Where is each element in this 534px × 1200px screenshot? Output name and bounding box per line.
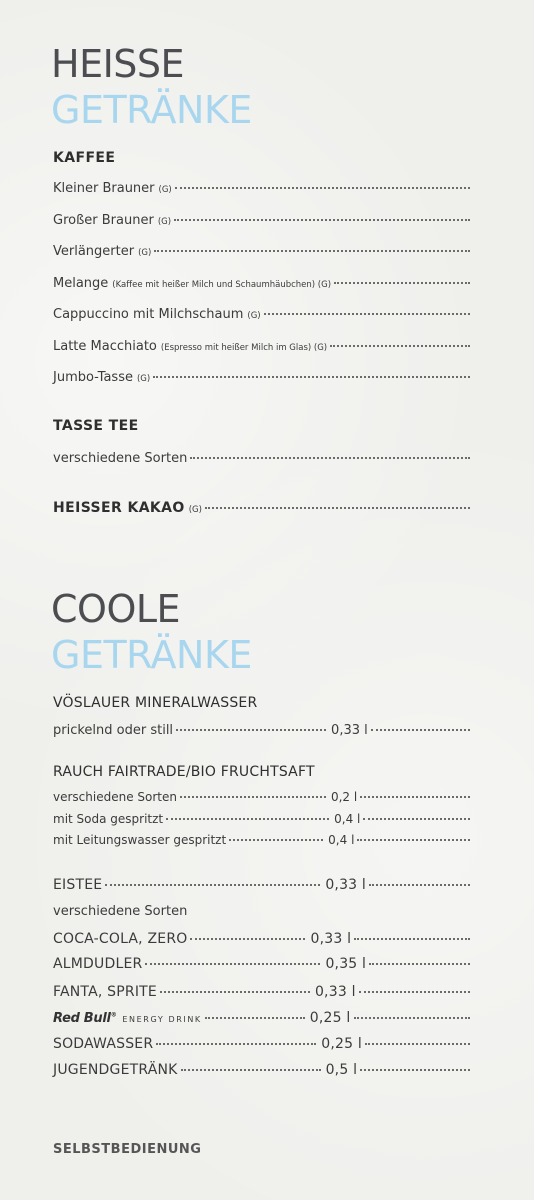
redbull-sub: ENERGY DRINK [122,1015,202,1024]
dot-leader [105,884,320,886]
item-size: 0,33 l [325,877,367,893]
menu-item [53,723,473,741]
item-note: (G) [136,374,151,384]
item-name: SODAWASSER [53,1036,154,1052]
tee-heading: TASSE TEE [53,418,139,434]
menu-item [53,931,473,949]
dot-leader [357,839,470,841]
item-size: 0,33 l [310,931,352,947]
dot-leader [174,219,470,221]
menu-item [53,812,473,830]
dot-leader [166,818,329,820]
hot-title-line1: HEISSE [51,42,185,86]
cold-title-line1: COOLE [51,587,181,631]
menu-item [53,790,473,808]
menu-item [53,370,473,388]
item-size: 0,25 l [321,1036,362,1052]
dot-leader [360,1069,470,1071]
dot-leader [176,729,326,731]
menu-item [53,451,473,469]
item-name: prickelnd oder still [53,723,174,738]
dot-leader [334,282,470,284]
item-name: Latte Macchiato [53,339,157,354]
dot-leader [359,991,470,993]
item-note: (Espresso mit heißer Milch im Glas) (G) [160,343,328,353]
item-note: (G) [157,217,172,227]
item-size: 0,33 l [331,723,368,738]
item-name: verschiedene Sorten [53,790,177,804]
item-name: mit Soda gespritzt [53,812,164,826]
dot-leader [363,818,470,820]
dot-leader [190,457,470,459]
item-size: 0,25 l [309,1010,351,1026]
item-size: 0,4 l [334,812,361,826]
dot-leader [145,963,320,965]
item-size: 0,5 l [325,1062,358,1078]
redbull-logo-text: Red Bull [53,1011,111,1026]
menu-item [53,877,473,895]
voeslauer-heading: VÖSLAUER MINERALWASSER [53,695,258,711]
dot-leader [371,729,470,731]
menu-item [53,1010,473,1028]
menu-item [53,244,473,262]
dot-leader [365,1043,470,1045]
item-name: Verlängerter [53,244,135,259]
menu-item [53,1036,473,1054]
dot-leader [205,507,470,509]
dot-leader [181,1069,321,1071]
item-size: 0,2 l [330,790,358,804]
item-name: mit Leitungswasser gespritzt [53,833,227,847]
menu-item [53,956,473,974]
item-size: 0,33 l [314,984,356,1000]
item-note: (G) [188,505,202,515]
item-name: Kleiner Brauner [53,181,155,196]
dot-leader [369,884,470,886]
item-name: ALMDUDLER [53,956,143,972]
item-name: FANTA, SPRITE [53,984,157,1000]
item-name: EISTEE [53,877,103,893]
cold-title-line2: GETRÄNKE [51,633,252,677]
item-name: JUGENDGETRÄNK [53,1062,178,1078]
dot-leader [330,345,470,347]
item-size: 0,35 l [325,956,367,972]
dot-leader [190,938,305,940]
dot-leader [354,938,470,940]
trademark-mark: ® [110,1011,117,1019]
dot-leader [153,376,470,378]
eistee-sub: verschiedene Sorten [53,904,188,919]
item-note: (G) [158,185,172,195]
kakao-row [53,500,473,518]
dot-leader [360,796,470,798]
item-note: (G) [138,248,152,258]
item-name: Jumbo-Tasse [53,370,133,385]
item-size: 0,4 l [328,833,355,847]
dot-leader [175,187,470,189]
menu-item [53,276,473,294]
dot-leader [369,963,470,965]
item-note: (G) [247,311,261,321]
dot-leader [160,991,310,993]
item-name: COCA-COLA, ZERO [53,931,188,947]
redbull-logo [53,1011,116,1026]
menu-item [53,213,473,231]
hot-title-line2: GETRÄNKE [51,88,252,132]
menu-item [53,339,473,357]
item-name: Cappuccino mit Milchschaum [53,307,244,322]
rauch-heading: RAUCH FAIRTRADE/BIO FRUCHTSAFT [53,764,315,780]
item-name: verschiedene Sorten [53,451,188,466]
menu-item [53,1062,473,1080]
kakao-heading: HEISSER KAKAO [53,500,185,516]
menu-item [53,984,473,1002]
dot-leader [354,1017,470,1019]
item-name: Großer Brauner [53,213,154,228]
menu-item [53,181,473,199]
item-note: (Kaffee mit heißer Milch und Schaumhäubchen) (G) [112,280,332,290]
menu-item [53,833,473,851]
dot-leader [205,1017,305,1019]
footer-note: SELBSTBEDIENUNG [53,1142,202,1157]
dot-leader [154,250,470,252]
item-name: Melange [53,276,109,291]
dot-leader [180,796,326,798]
dot-leader [229,839,323,841]
dot-leader [264,313,470,315]
kaffee-heading: KAFFEE [53,150,116,166]
dot-leader [156,1043,316,1045]
menu-item [53,307,473,325]
